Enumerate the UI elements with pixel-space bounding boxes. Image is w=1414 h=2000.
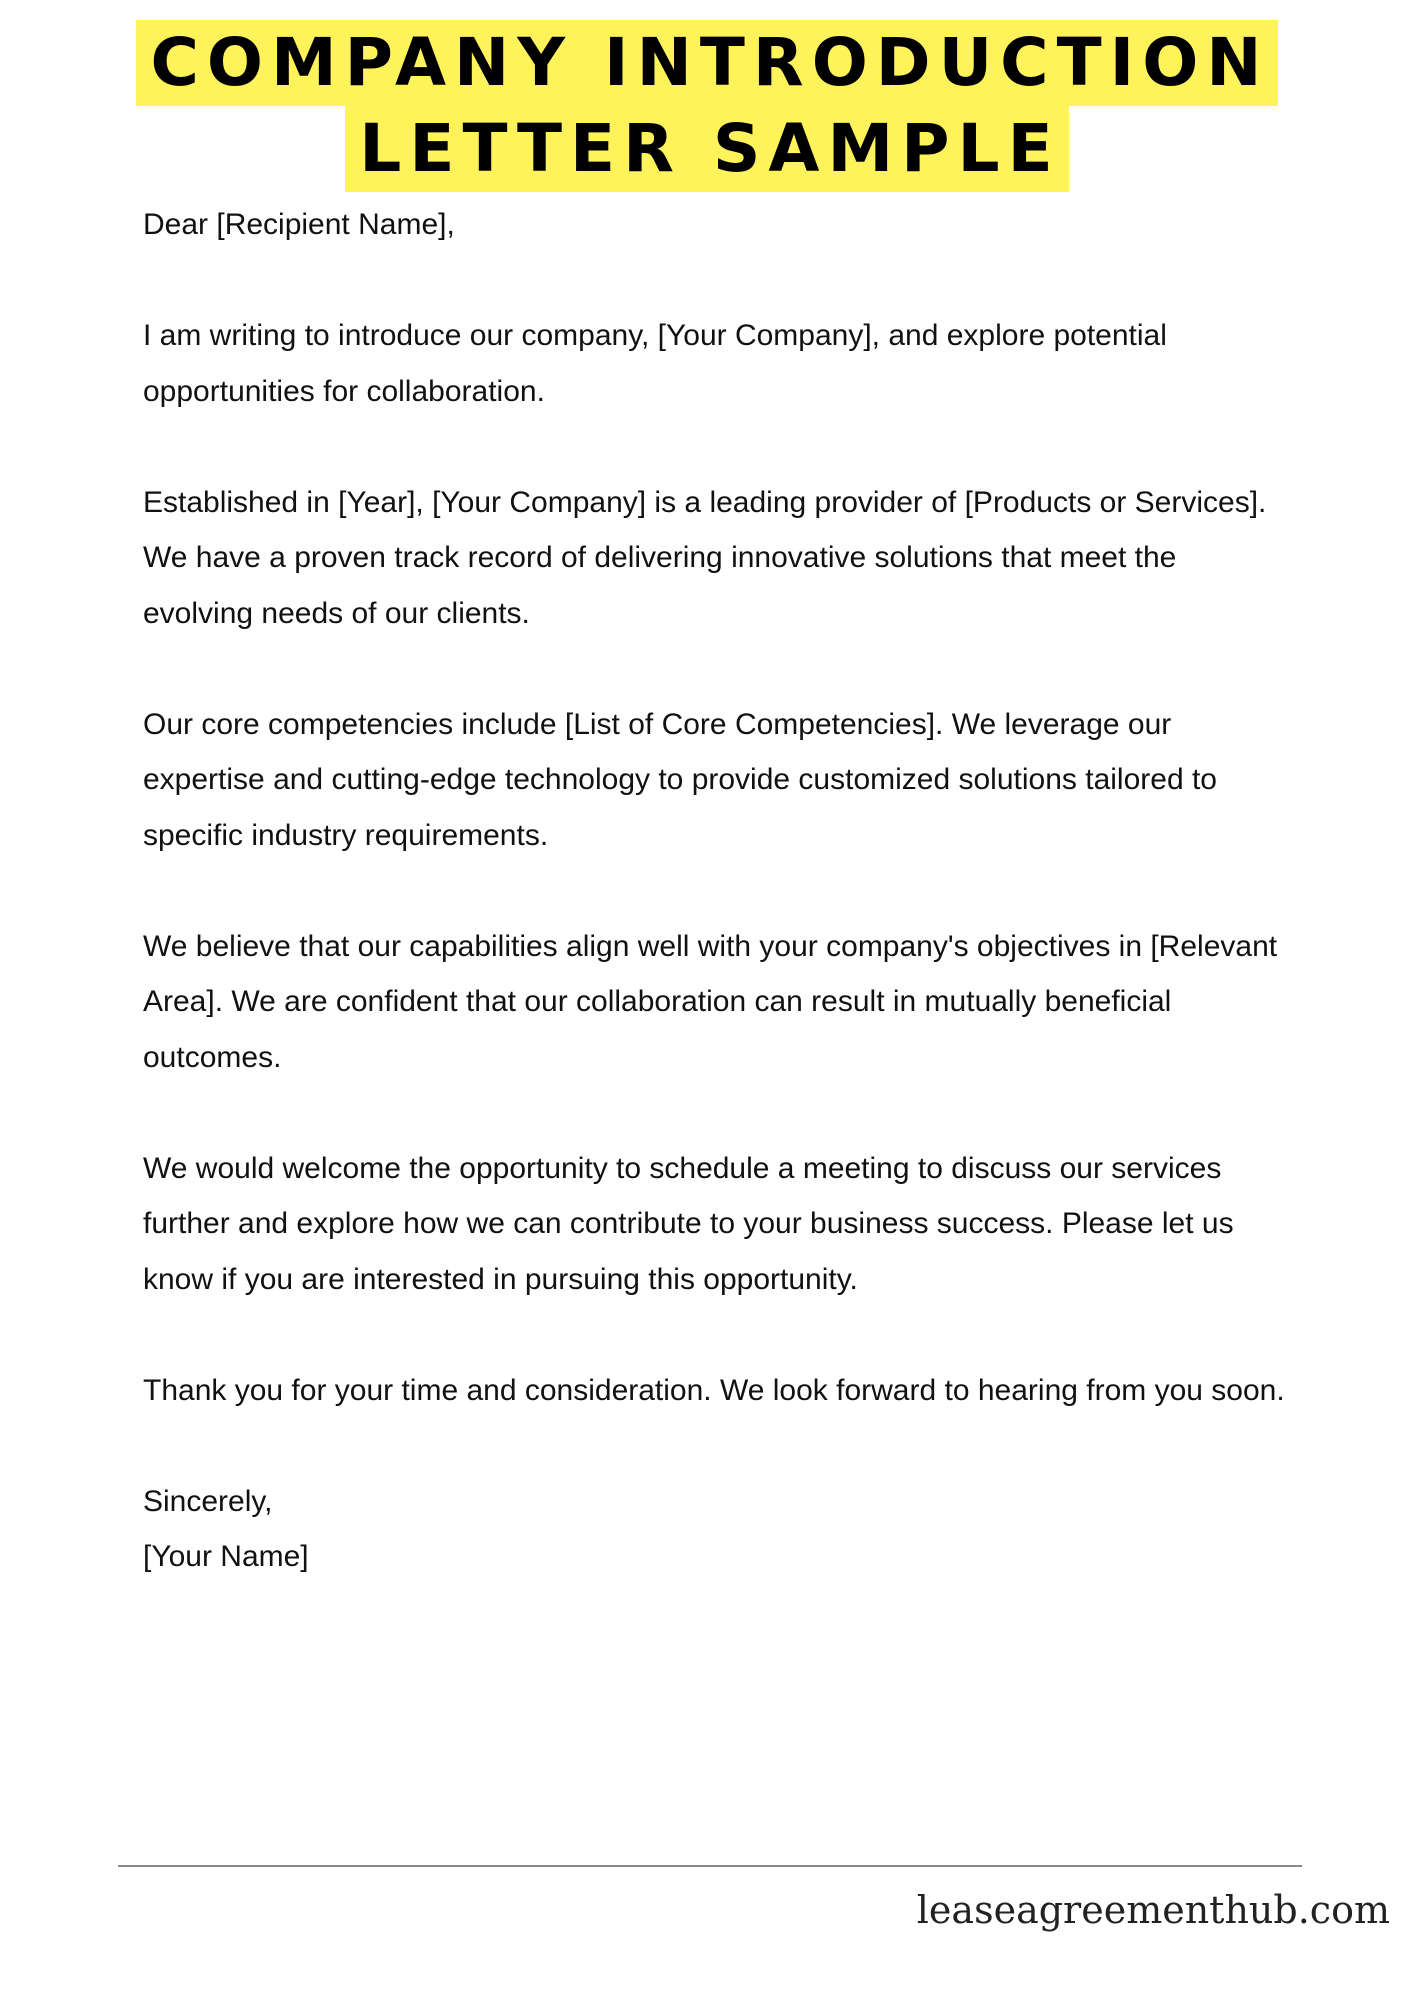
paragraph-meeting-request: We would welcome the opportunity to schedule a meeting to discuss our services further and explore how we can contribute to your business success. Please let us know if you are interested in pursuing this opportunity. xyxy=(143,1151,1234,1296)
paragraph-background: Established in [Year], [Your Company] is a leading provider of [Products or Services]. We have a proven track record of delivering innovative solutions that meet the evolving needs of our clients. xyxy=(143,485,1267,630)
footer-divider xyxy=(118,1865,1302,1867)
brand-logo-text: leaseagreementhub.com xyxy=(916,1888,1390,1932)
paragraph-introduction: I am writing to introduce our company, [Your Company], and explore potential opportunities for collaboration. xyxy=(143,319,1167,408)
title-line-1: COMPANY INTRODUCTION xyxy=(136,20,1277,106)
paragraph-thanks: Thank you for your time and consideration. We look forward to hearing from you soon. xyxy=(143,1373,1285,1407)
title-line-2: LETTER SAMPLE xyxy=(345,106,1068,192)
letter-body xyxy=(143,197,1293,1585)
signature-placeholder: [Your Name] xyxy=(143,1540,309,1573)
document-title xyxy=(0,20,1414,192)
paragraph-alignment: We believe that our capabilities align well with your company's objectives in [Relevant Area]. We are confident that our collaboration can result in mutually beneficial outcomes. xyxy=(143,929,1278,1074)
paragraph-competencies: Our core competencies include [List of Core Competencies]. We leverage our expertise and cutting-edge technology to provide customized solutions tailored to specific industry requirements. xyxy=(143,707,1217,852)
closing: Sincerely, xyxy=(143,1484,273,1518)
salutation: Dear [Recipient Name], xyxy=(143,208,455,241)
